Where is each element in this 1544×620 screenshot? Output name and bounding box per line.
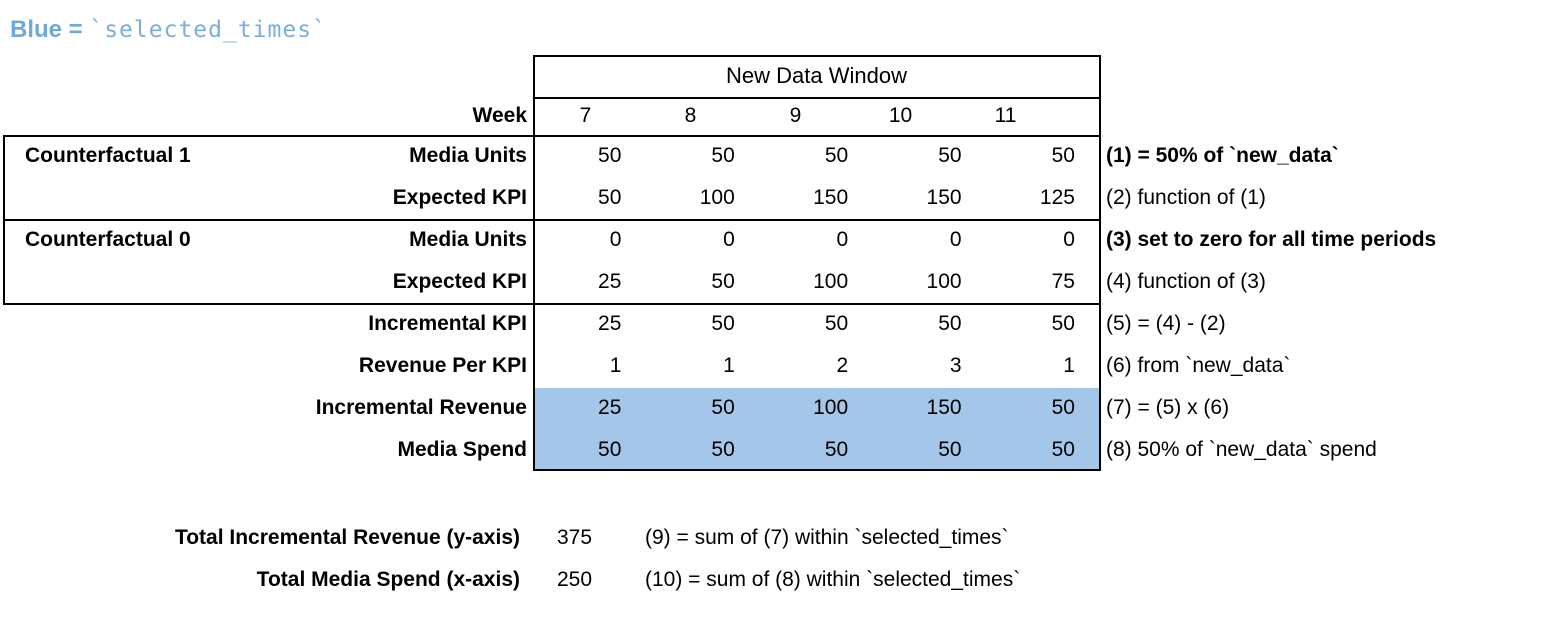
row-note: (7) = (5) x (6) <box>1106 396 1230 419</box>
new-data-window-header: New Data Window <box>726 63 907 88</box>
data-cell: 100 <box>926 270 962 293</box>
group-label-counterfactual-1: Counterfactual 1 <box>25 144 191 167</box>
table-row-cf0-media-units <box>0 219 1544 261</box>
week-col: 11 <box>994 104 1017 127</box>
total-label: Total Media Spend (x-axis) <box>256 568 520 591</box>
table-row-cf1-expected-kpi <box>0 177 1544 219</box>
row-label: Media Units <box>409 228 527 251</box>
data-cell: 50 <box>711 312 735 335</box>
data-cell: 0 <box>836 228 849 251</box>
data-cell: 25 <box>598 312 622 335</box>
week-col: 10 <box>888 104 913 127</box>
row-note: (4) function of (3) <box>1106 270 1266 293</box>
row-cells <box>533 354 1100 378</box>
data-cell: 1 <box>609 354 622 377</box>
row-label: Expected KPI <box>392 186 527 209</box>
legend-label: Blue = <box>10 16 90 43</box>
data-cell: 50 <box>1051 312 1075 335</box>
table-row-incremental-kpi <box>0 303 1544 345</box>
data-cell: 0 <box>949 228 962 251</box>
row-note: (6) from `new_data` <box>1106 354 1291 377</box>
table-row-cf1-media-units <box>0 135 1544 177</box>
row-label: Media Spend <box>397 438 527 461</box>
row-cells <box>533 438 1100 462</box>
row-label: Media Units <box>409 144 527 167</box>
data-cell: 50 <box>711 270 735 293</box>
data-cell: 50 <box>598 438 622 461</box>
row-cells <box>533 144 1100 168</box>
week-col: 8 <box>684 104 697 127</box>
total-label: Total Incremental Revenue (y-axis) <box>174 526 520 549</box>
row-note: (3) set to zero for all time periods <box>1106 228 1437 251</box>
total-note: (9) = sum of (7) within `selected_times` <box>645 526 1009 549</box>
data-cell: 0 <box>609 228 622 251</box>
data-cell: 50 <box>938 312 962 335</box>
data-cell: 50 <box>711 438 735 461</box>
data-cell: 3 <box>949 354 962 377</box>
week-col: 7 <box>579 104 592 127</box>
data-cell: 50 <box>598 186 622 209</box>
data-cell: 0 <box>723 228 735 251</box>
table-row-revenue-per-kpi <box>0 345 1544 387</box>
week-row <box>0 97 1544 135</box>
data-cell: 50 <box>824 312 849 335</box>
row-label: Incremental KPI <box>368 312 527 335</box>
data-cell: 100 <box>813 270 849 293</box>
total-row-media-spend <box>0 559 1544 601</box>
data-cell: 1 <box>1063 354 1075 377</box>
row-cells <box>533 228 1100 252</box>
row-label: Revenue Per KPI <box>358 354 527 377</box>
row-cells <box>533 396 1100 420</box>
data-cell: 100 <box>813 396 849 419</box>
row-label: Expected KPI <box>392 270 527 293</box>
data-cell: 125 <box>1039 186 1075 209</box>
data-cell: 150 <box>926 396 962 419</box>
data-cell: 75 <box>1051 270 1075 293</box>
data-cell: 2 <box>836 354 849 377</box>
row-cells <box>533 186 1100 210</box>
data-cell: 50 <box>598 144 622 167</box>
data-cell: 50 <box>824 144 849 167</box>
week-label: Week <box>472 104 527 127</box>
week-columns <box>533 104 1058 128</box>
total-note: (10) = sum of (8) within `selected_times` <box>645 568 1021 591</box>
table-row-incremental-revenue <box>0 387 1544 429</box>
legend-code: `selected_times` <box>89 17 327 43</box>
week-col: 9 <box>789 104 802 127</box>
data-cell: 50 <box>824 438 849 461</box>
data-cell: 25 <box>598 270 622 293</box>
table-row-cf0-expected-kpi <box>0 261 1544 303</box>
data-cell: 50 <box>1051 396 1075 419</box>
row-note: (5) = (4) - (2) <box>1106 312 1226 335</box>
total-row-incremental-revenue <box>0 517 1544 559</box>
data-cell: 150 <box>813 186 849 209</box>
row-cells <box>533 270 1100 294</box>
row-cells <box>533 312 1100 336</box>
data-cell: 50 <box>938 144 962 167</box>
table-row-media-spend <box>0 429 1544 471</box>
data-cell: 150 <box>926 186 962 209</box>
table-header-row <box>0 55 1544 97</box>
group-label-counterfactual-0: Counterfactual 0 <box>25 228 191 251</box>
data-cell: 50 <box>1051 438 1075 461</box>
row-note: (2) function of (1) <box>1106 186 1266 209</box>
legend <box>10 16 327 44</box>
data-cell: 50 <box>938 438 962 461</box>
data-cell: 50 <box>1051 144 1075 167</box>
data-cell: 1 <box>723 354 735 377</box>
data-cell: 25 <box>598 396 622 419</box>
data-cell: 50 <box>711 144 735 167</box>
total-value: 375 <box>557 526 593 549</box>
row-note: (8) 50% of `new_data` spend <box>1106 438 1377 461</box>
data-cell: 50 <box>711 396 735 419</box>
row-note: (1) = 50% of `new_data` <box>1106 144 1339 167</box>
total-value: 250 <box>557 568 593 591</box>
data-cell: 100 <box>699 186 735 209</box>
data-cell: 0 <box>1063 228 1075 251</box>
row-label: Incremental Revenue <box>315 396 527 419</box>
